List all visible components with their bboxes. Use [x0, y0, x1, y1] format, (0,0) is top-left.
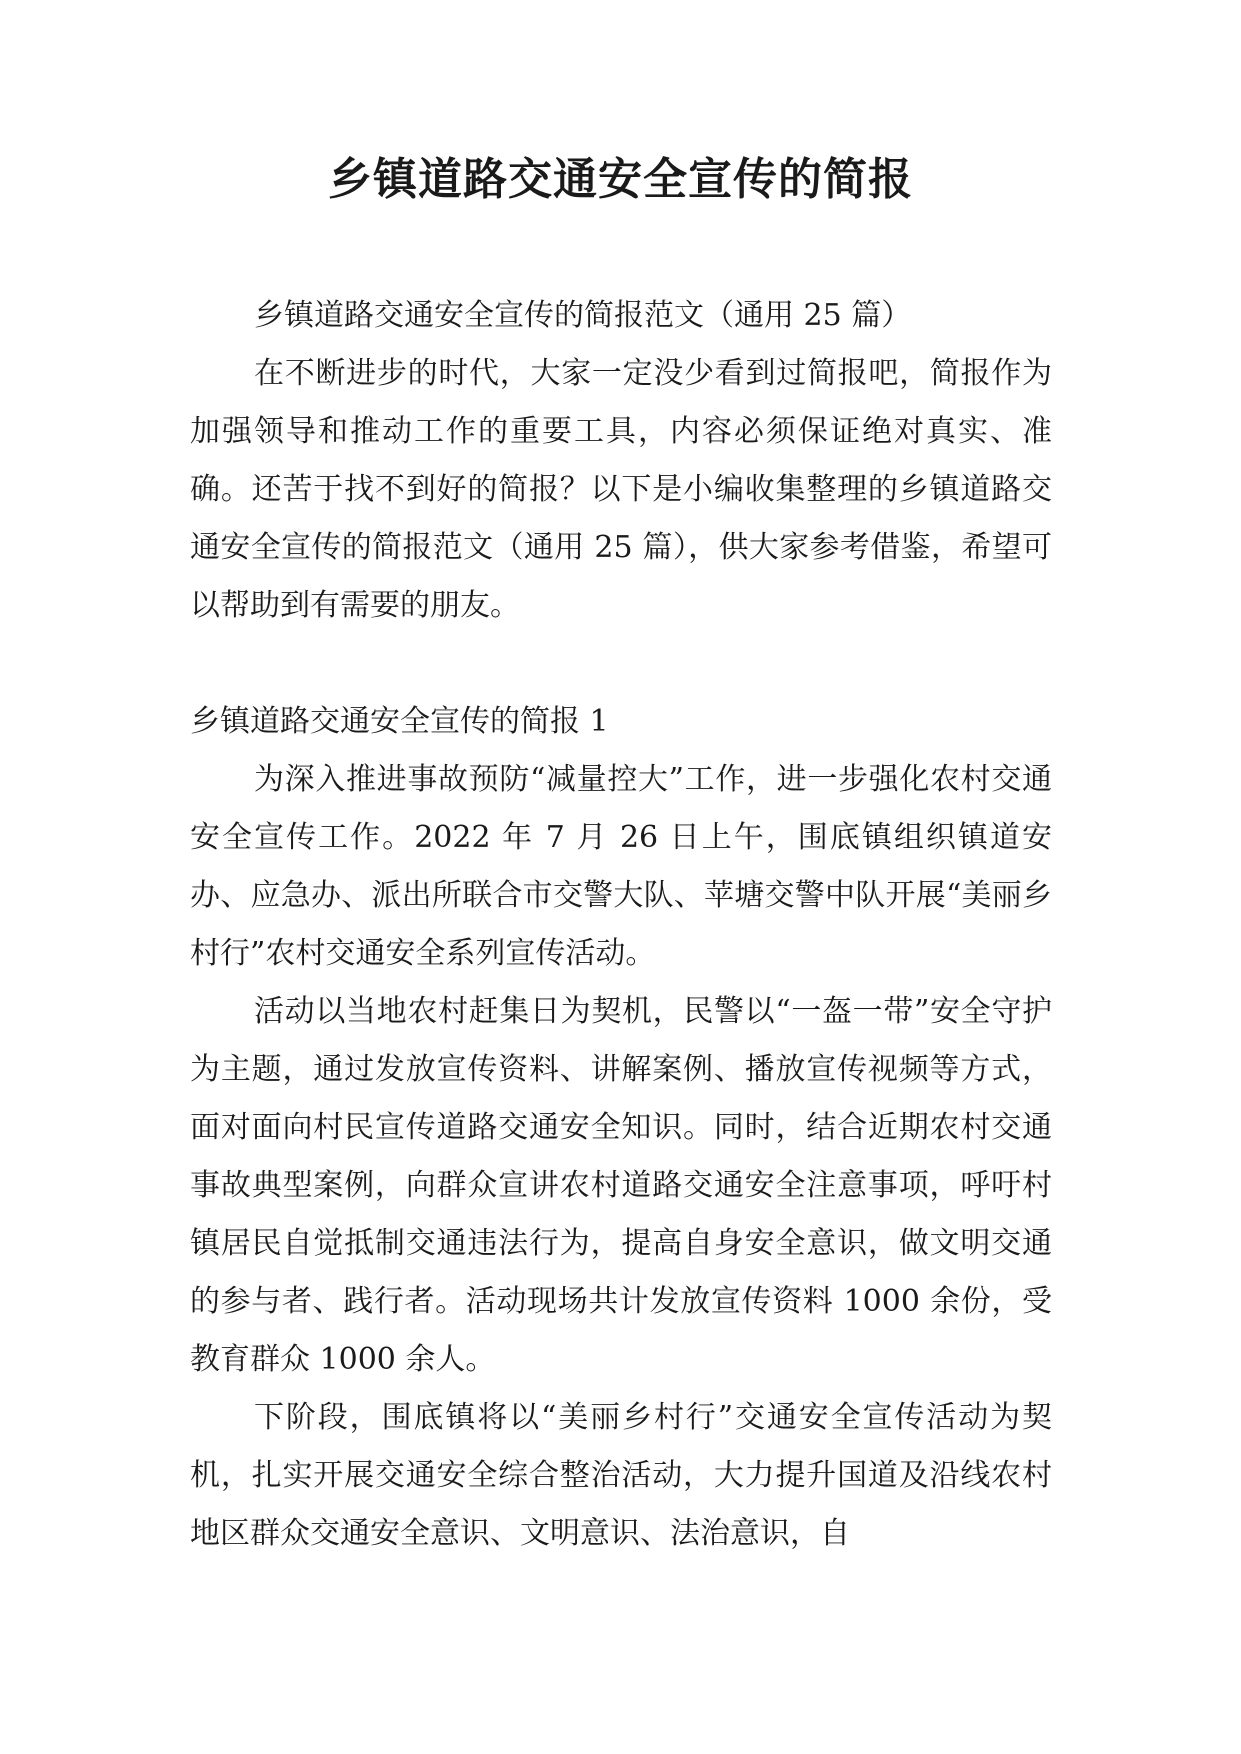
intro-paragraph: 在不断进步的时代，大家一定没少看到过简报吧，简报作为加强领导和推动工作的重要工具，内容必须保证绝对真实、准确。还苦于找不到好的简报？以下是小编收集整理的乡镇道路交通安全宣传的简报范文（通用 25 篇），供大家参考借鉴，希望可以帮助到有需要的朋友。 — [190, 356, 1052, 623]
body-paragraph: 下阶段，围底镇将以“美丽乡村行”交通安全宣传活动为契机，扎实开展交通安全综合整治活动，大力提升国道及沿线农村地区群众交通安全意识、文明意识、法治意识，自 — [190, 1400, 1052, 1551]
body-paragraph: 为深入推进事故预防“减量控大”工作，进一步强化农村交通安全宣传工作。2022 年 7 月 26 日上午，围底镇组织镇道安办、应急办、派出所联合市交警大队、苹塘交警中队开展“美丽乡村行”农村交通安全系列宣传活动。 — [190, 762, 1052, 971]
document-title: 乡镇道路交通安全宣传的简报 — [328, 154, 913, 205]
body-paragraph: 活动以当地农村赶集日为契机，民警以“一盔一带”安全守护为主题，通过发放宣传资料、讲解案例、播放宣传视频等方式，面对面向村民宣传道路交通安全知识。同时，结合近期农村交通事故典型案例，向群众宣讲农村道路交通安全注意事项，呼吁村镇居民自觉抵制交通违法行为，提高自身安全意识，做文明交通的参与者、践行者。活动现场共计发放宣传资料 1000 余份，受教育群众 1000 余人。 — [190, 994, 1052, 1377]
document-subtitle: 乡镇道路交通安全宣传的简报范文（通用 25 篇） — [254, 298, 912, 333]
document-body — [190, 287, 1052, 1563]
section-heading: 乡镇道路交通安全宣传的简报 1 — [190, 704, 609, 739]
